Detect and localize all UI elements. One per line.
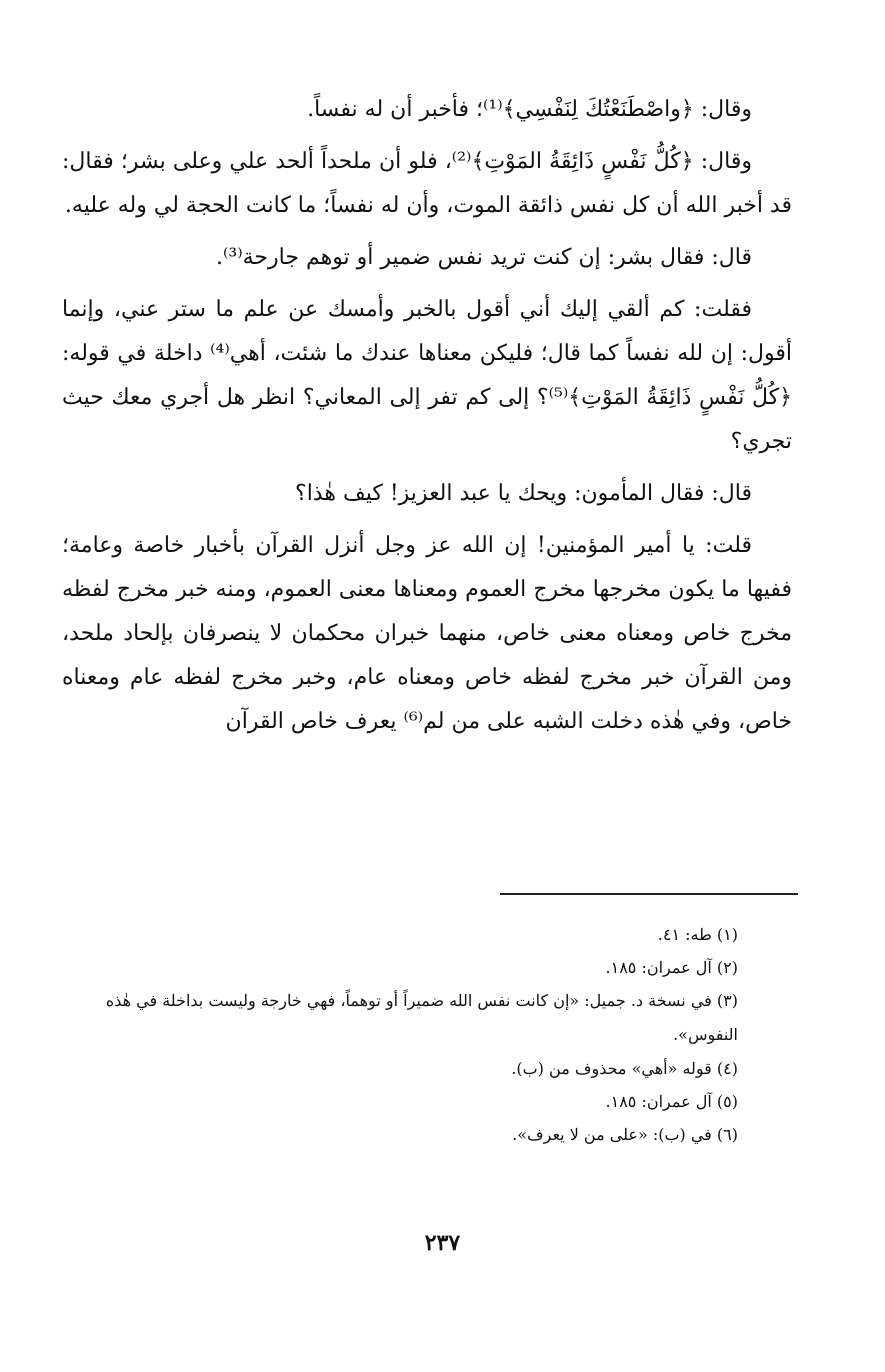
footnote-6: (٦) في (ب): «على من لا يعرف».: [512, 1125, 738, 1144]
footnote-2: (٢) آل عمران: ١٨٥.: [605, 958, 738, 977]
footnote-4: (٤) قوله «أهي» محذوف من (ب).: [511, 1059, 738, 1078]
footnote-separator: [500, 893, 798, 895]
main-text: [62, 88, 792, 744]
footnote-5: (٥) آل عمران: ١٨٥.: [605, 1092, 738, 1111]
footnotes: [68, 918, 792, 1151]
footnote-1: (١) طه: ٤١.: [657, 925, 738, 944]
paragraph-3: قال: فقال بشر: إن كنت تريد نفس ضمير أو توهم جارحة⁽³⁾.: [216, 245, 752, 270]
paragraph-1: وقال: ﴿واصْطَنَعْتُكَ لِنَفْسِي﴾⁽¹⁾؛ فأخبر أن له نفساً.: [307, 97, 752, 122]
paragraph-6: قلت: يا أمير المؤمنين! إن الله عز وجل أنزل القرآن بأخبار خاصة وعامة؛ ففيها ما يكون مخرجها مخرج العموم ومعناها معنى العموم، ومنه خبر مخرج لفظه مخرج خاص ومعناه معنى خاص، منهما خبران محكمان لا ينصرفان بإلحاد ملحد، ومن القرآن خبر مخرج لفظه خاص ومعناه عام، وخبر مخرج لفظه عام ومعناه خاص، وفي هٰذه دخلت الشبه على من لم⁽⁶⁾ يعرف خاص القرآن: [62, 533, 792, 734]
paragraph-4: فقلت: كم ألقي إليك أني أقول بالخبر وأمسك عن علم ما ستر عني، وإنما أقول: إن لله نفساً كما قال؛ فليكن معناها عندك ما شئت، أهي⁽⁴⁾ داخلة في قوله: ﴿كُلُّ نَفْسٍ ذَائِقَةُ المَوْتِ﴾⁽⁵⁾؟ إلى كم تفر إلى المعاني؟ انظر هل أجري معك حيث تجري؟: [62, 297, 793, 454]
paragraph-2: وقال: ﴿كُلُّ نَفْسٍ ذَائِقَةُ المَوْتِ﴾⁽²⁾، فلو أن ملحداً ألحد علي وعلى بشر؛ فقال: قد أخبر الله أن كل نفس ذائقة الموت، وأن له نفساً؛ ما كانت الحجة لي وله عليه.: [62, 149, 792, 218]
paragraph-5: قال: فقال المأمون: ويحك يا عبد العزيز! كيف هٰذا؟: [295, 481, 752, 506]
footnote-3: (٣) في نسخة د. جميل: «إن كانت نفس الله ضميراً أو توهماً، فهي خارجة وليست بداخلة في هٰذه النفوس».: [105, 991, 738, 1044]
page-number: ٢٣٧: [424, 1230, 461, 1256]
